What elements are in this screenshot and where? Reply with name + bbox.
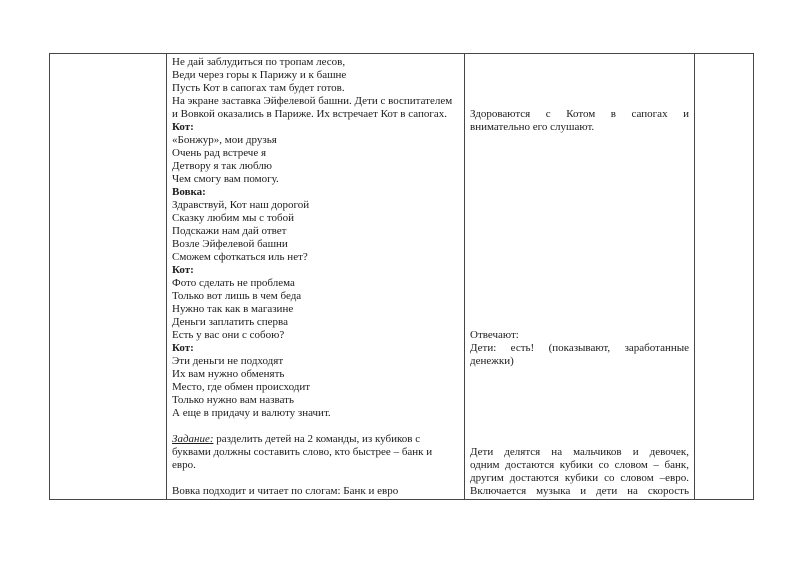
text-line [470, 134, 689, 147]
table-cell-script [166, 54, 464, 499]
text-line [172, 459, 459, 472]
text-line [172, 303, 459, 316]
text-line [172, 160, 459, 173]
text-segment: А еще в придачу и валюту значит. [172, 407, 331, 419]
text-segment: Вовка: [172, 186, 206, 198]
text-line [172, 407, 459, 420]
text-line [172, 342, 459, 355]
text-line [172, 264, 459, 277]
text-line [470, 342, 689, 355]
text-line [470, 212, 689, 225]
text-line [172, 251, 459, 264]
text-line [172, 394, 459, 407]
text-segment: Кот: [172, 264, 194, 276]
text-line [470, 420, 689, 433]
text-line [172, 277, 459, 290]
table-cell-left-margin [50, 54, 166, 499]
text-segment: Возле Эйфелевой башни [172, 238, 288, 250]
text-line [172, 56, 459, 69]
text-line [470, 355, 689, 368]
text-line [470, 56, 689, 69]
text-line [172, 69, 459, 82]
text-line [172, 108, 459, 121]
text-line [172, 485, 459, 498]
text-segment: денежки) [470, 355, 514, 367]
text-line [470, 264, 689, 277]
text-segment: Фото сделать не проблема [172, 277, 295, 289]
text-line [172, 82, 459, 95]
text-line [470, 472, 689, 485]
text-line [470, 329, 689, 342]
text-segment: Веди через горы к Парижу и к башне [172, 69, 347, 81]
text-segment: Пусть Кот в сапогах там будет готов. [172, 82, 345, 94]
text-segment: одним достаются кубики со словом – банк, [470, 459, 689, 471]
text-line [172, 329, 459, 342]
text-line [172, 212, 459, 225]
text-segment: Дети: есть! (показывают, заработанные [470, 342, 689, 354]
text-line [470, 147, 689, 160]
text-line [172, 316, 459, 329]
text-line [172, 134, 459, 147]
text-line [470, 199, 689, 212]
text-segment: евро. [172, 459, 196, 471]
text-segment: Отвечают: [470, 329, 519, 341]
text-segment: Только вот лишь в чем беда [172, 290, 302, 302]
text-line [172, 173, 459, 186]
text-line [172, 225, 459, 238]
text-line [470, 433, 689, 446]
text-line [470, 381, 689, 394]
text-line [470, 316, 689, 329]
table-cell-children-actions [464, 54, 694, 499]
text-segment: Деньги заплатить сперва [172, 316, 288, 328]
lesson-script-table [49, 53, 754, 500]
text-line [172, 368, 459, 381]
text-segment: разделить детей на 2 команды, из кубиков с [213, 433, 421, 445]
text-segment: Дети делятся на мальчиков и девочек, [470, 446, 689, 458]
text-segment: Чем смогу вам помогу. [172, 173, 279, 185]
text-line [470, 160, 689, 173]
text-segment: Сказку любим мы с тобой [172, 212, 294, 224]
text-line [470, 277, 689, 290]
text-line [172, 238, 459, 251]
text-line [172, 420, 459, 433]
text-line [470, 290, 689, 303]
text-segment: На экране заставка Эйфелевой башни. Дети с воспитателем [172, 95, 453, 107]
text-line [172, 355, 459, 368]
text-line [172, 433, 459, 446]
text-segment: Детвору я так люблю [172, 160, 273, 172]
text-segment: Сможем сфоткаться иль нет? [172, 251, 308, 263]
text-segment: Здравствуй, Кот наш дорогой [172, 199, 310, 211]
text-line [172, 446, 459, 459]
text-line [470, 446, 689, 459]
table-cell-right-margin [694, 54, 754, 499]
text-segment: другим достаются кубики со словом –евро. [470, 472, 689, 484]
text-segment: Их вам нужно обменять [172, 368, 285, 380]
text-line [172, 121, 459, 134]
text-line [470, 485, 689, 498]
text-line [172, 381, 459, 394]
text-line [172, 472, 459, 485]
text-segment: и Вовкой оказались в Париже. Их встречает Кот в сапогах. [172, 108, 448, 120]
text-line [172, 95, 459, 108]
text-line [470, 82, 689, 95]
text-segment: Эти деньги не подходят [172, 355, 284, 367]
text-line [470, 95, 689, 108]
text-line [470, 459, 689, 472]
text-line [470, 108, 689, 121]
text-segment: Подскажи нам дай ответ [172, 225, 287, 237]
text-segment: Не дай заблудиться по тропам лесов, [172, 56, 346, 68]
text-line [470, 407, 689, 420]
text-line [470, 225, 689, 238]
text-segment: буквами должны составить слово, кто быстрее – банк и [172, 446, 433, 458]
text-line [470, 238, 689, 251]
text-line [470, 69, 689, 82]
text-segment: Здороваются с Котом в сапогах и [470, 108, 689, 120]
text-line [172, 199, 459, 212]
text-line [172, 147, 459, 160]
text-line [470, 251, 689, 264]
text-segment: Кот: [172, 342, 194, 354]
text-line [470, 303, 689, 316]
text-segment: внимательно его слушают. [470, 121, 595, 133]
text-line [470, 394, 689, 407]
text-segment: Место, где обмен происходит [172, 381, 311, 393]
text-line [172, 186, 459, 199]
text-segment: Есть у вас они с собою? [172, 329, 285, 341]
text-segment: Кот: [172, 121, 194, 133]
text-line [172, 290, 459, 303]
text-segment: Включается музыка и дети на скорость [470, 485, 689, 497]
text-line [470, 368, 689, 381]
text-line [470, 121, 689, 134]
text-segment: Задание: [172, 433, 214, 445]
text-line [470, 186, 689, 199]
text-segment: Только нужно вам назвать [172, 394, 294, 406]
text-line [470, 173, 689, 186]
text-segment: Очень рад встрече я [172, 147, 267, 159]
text-segment: Вовка подходит и читает по слогам: Банк и евро [172, 485, 399, 497]
text-segment: «Бонжур», мои друзья [172, 134, 277, 146]
text-segment: Нужно так как в магазине [172, 303, 294, 315]
